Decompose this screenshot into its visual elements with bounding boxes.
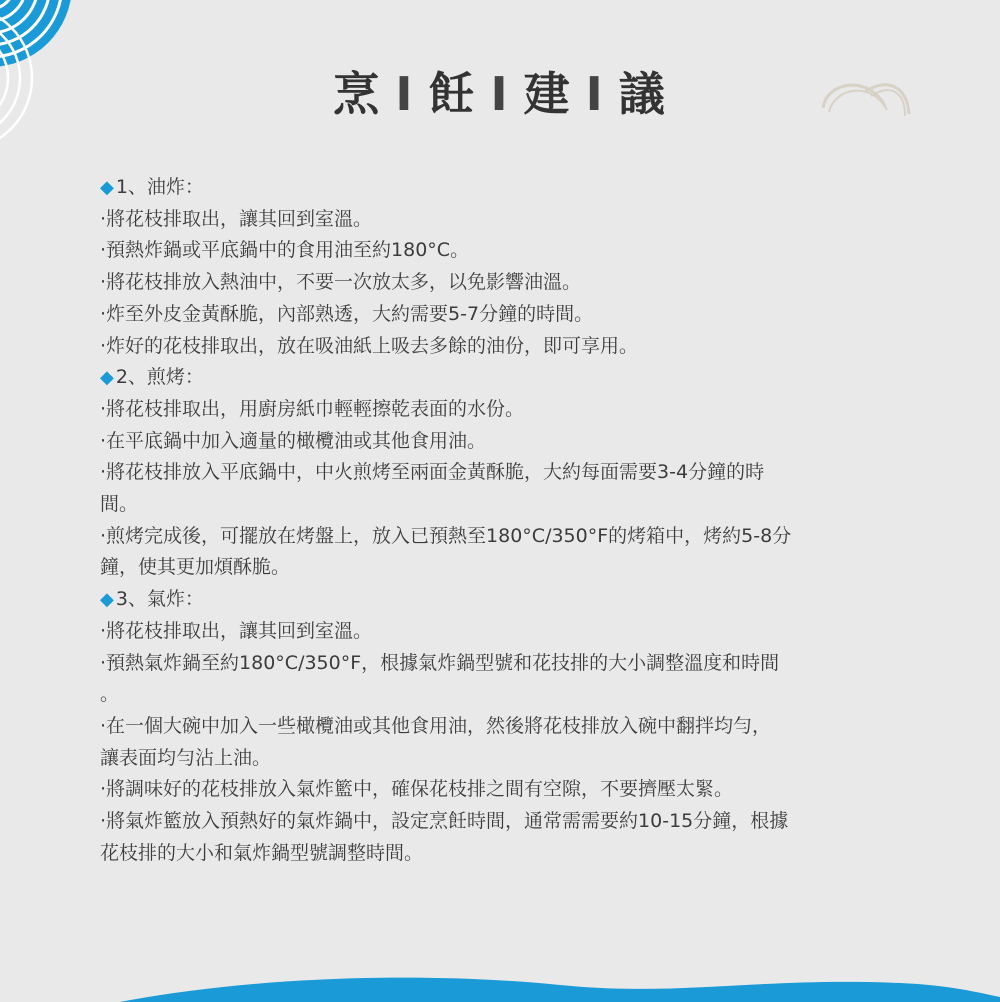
list-item: ‧將花枝排放入熱油中，不要一次放太多，以免影響油溫。 [100,271,582,294]
section-heading-text: 1、油炸： [115,176,204,198]
list-item: ‧將氣炸籃放入預熱好的氣炸鍋中，設定烹飪時間，通常需需要約10-15分鐘，根據 [100,810,789,833]
title-separator: I [585,67,605,121]
list-item: ‧將花枝排取出，讓其回到室溫。 [100,207,373,230]
title-char-4: 議 [618,67,667,121]
list-item: ‧炸好的花枝排取出，放在吸油紙上吸去多餘的油份，即可享用。 [100,334,639,357]
list-item-continuation: 。 [100,683,120,706]
list-item: ‧煎烤完成後，可擺放在烤盤上，放入已預熱至180°C/350°F的烤箱中，烤約5-8分 [100,524,792,547]
list-item-continuation: 花枝排的大小和氣炸鍋型號調整時間。 [100,841,424,864]
list-item: ‧將花枝排取出，用廚房紙巾輕輕擦乾表面的水份。 [100,397,525,420]
page-title [0,58,1000,124]
title-separator: I [490,67,510,121]
list-item: ‧將調味好的花枝排放入氣炸籃中，確保花枝排之間有空隙，不要擠壓太緊。 [100,778,734,801]
diamond-bullet-icon: ◆ [100,367,114,389]
list-item: ‧在一個大碗中加入一些橄欖油或其他食用油，然後將花枝排放入碗中翻拌均勻， [100,714,772,737]
list-item-continuation: 間。 [100,493,139,516]
list-item: ‧預熱氣炸鍋至約180°C/350°F，根據氣炸鍋型號和花技排的大小調整溫度和時間 [100,651,780,674]
section-heading-fry [100,172,910,204]
title-char-3: 建 [523,67,572,121]
section-heading-air-fry [100,584,910,616]
title-separator: I [395,67,415,121]
list-item: ‧將花枝排取出，讓其回到室溫。 [100,619,373,642]
cooking-instructions [100,172,910,869]
diamond-bullet-icon: ◆ [100,589,114,611]
section-heading-pan-fry [100,362,910,394]
list-item: ‧將花枝排放入平底鍋中，中火煎烤至兩面金黃酥脆，大約每面需要3-4分鐘的時 [100,461,765,484]
list-item-continuation: 讓表面均勻沾上油。 [100,746,272,769]
section-heading-text: 2、煎烤： [115,366,204,389]
diamond-bullet-icon: ◆ [100,177,114,198]
title-char-2: 飪 [428,67,477,121]
list-item: ‧炸至外皮金黃酥脆，內部熟透，大約需要5-7分鐘的時間。 [100,302,594,325]
list-item: ‧在平底鍋中加入適量的橄欖油或其他食用油。 [100,429,487,452]
section-heading-text: 3、氣炸： [115,588,204,611]
list-item: ‧預熱炸鍋或平底鍋中的食用油至約180°C。 [100,239,470,262]
wave-decoration [0,975,1000,1002]
list-item-continuation: 鐘，使其更加煩酥脆。 [100,556,291,579]
title-char-1: 烹 [333,67,382,121]
